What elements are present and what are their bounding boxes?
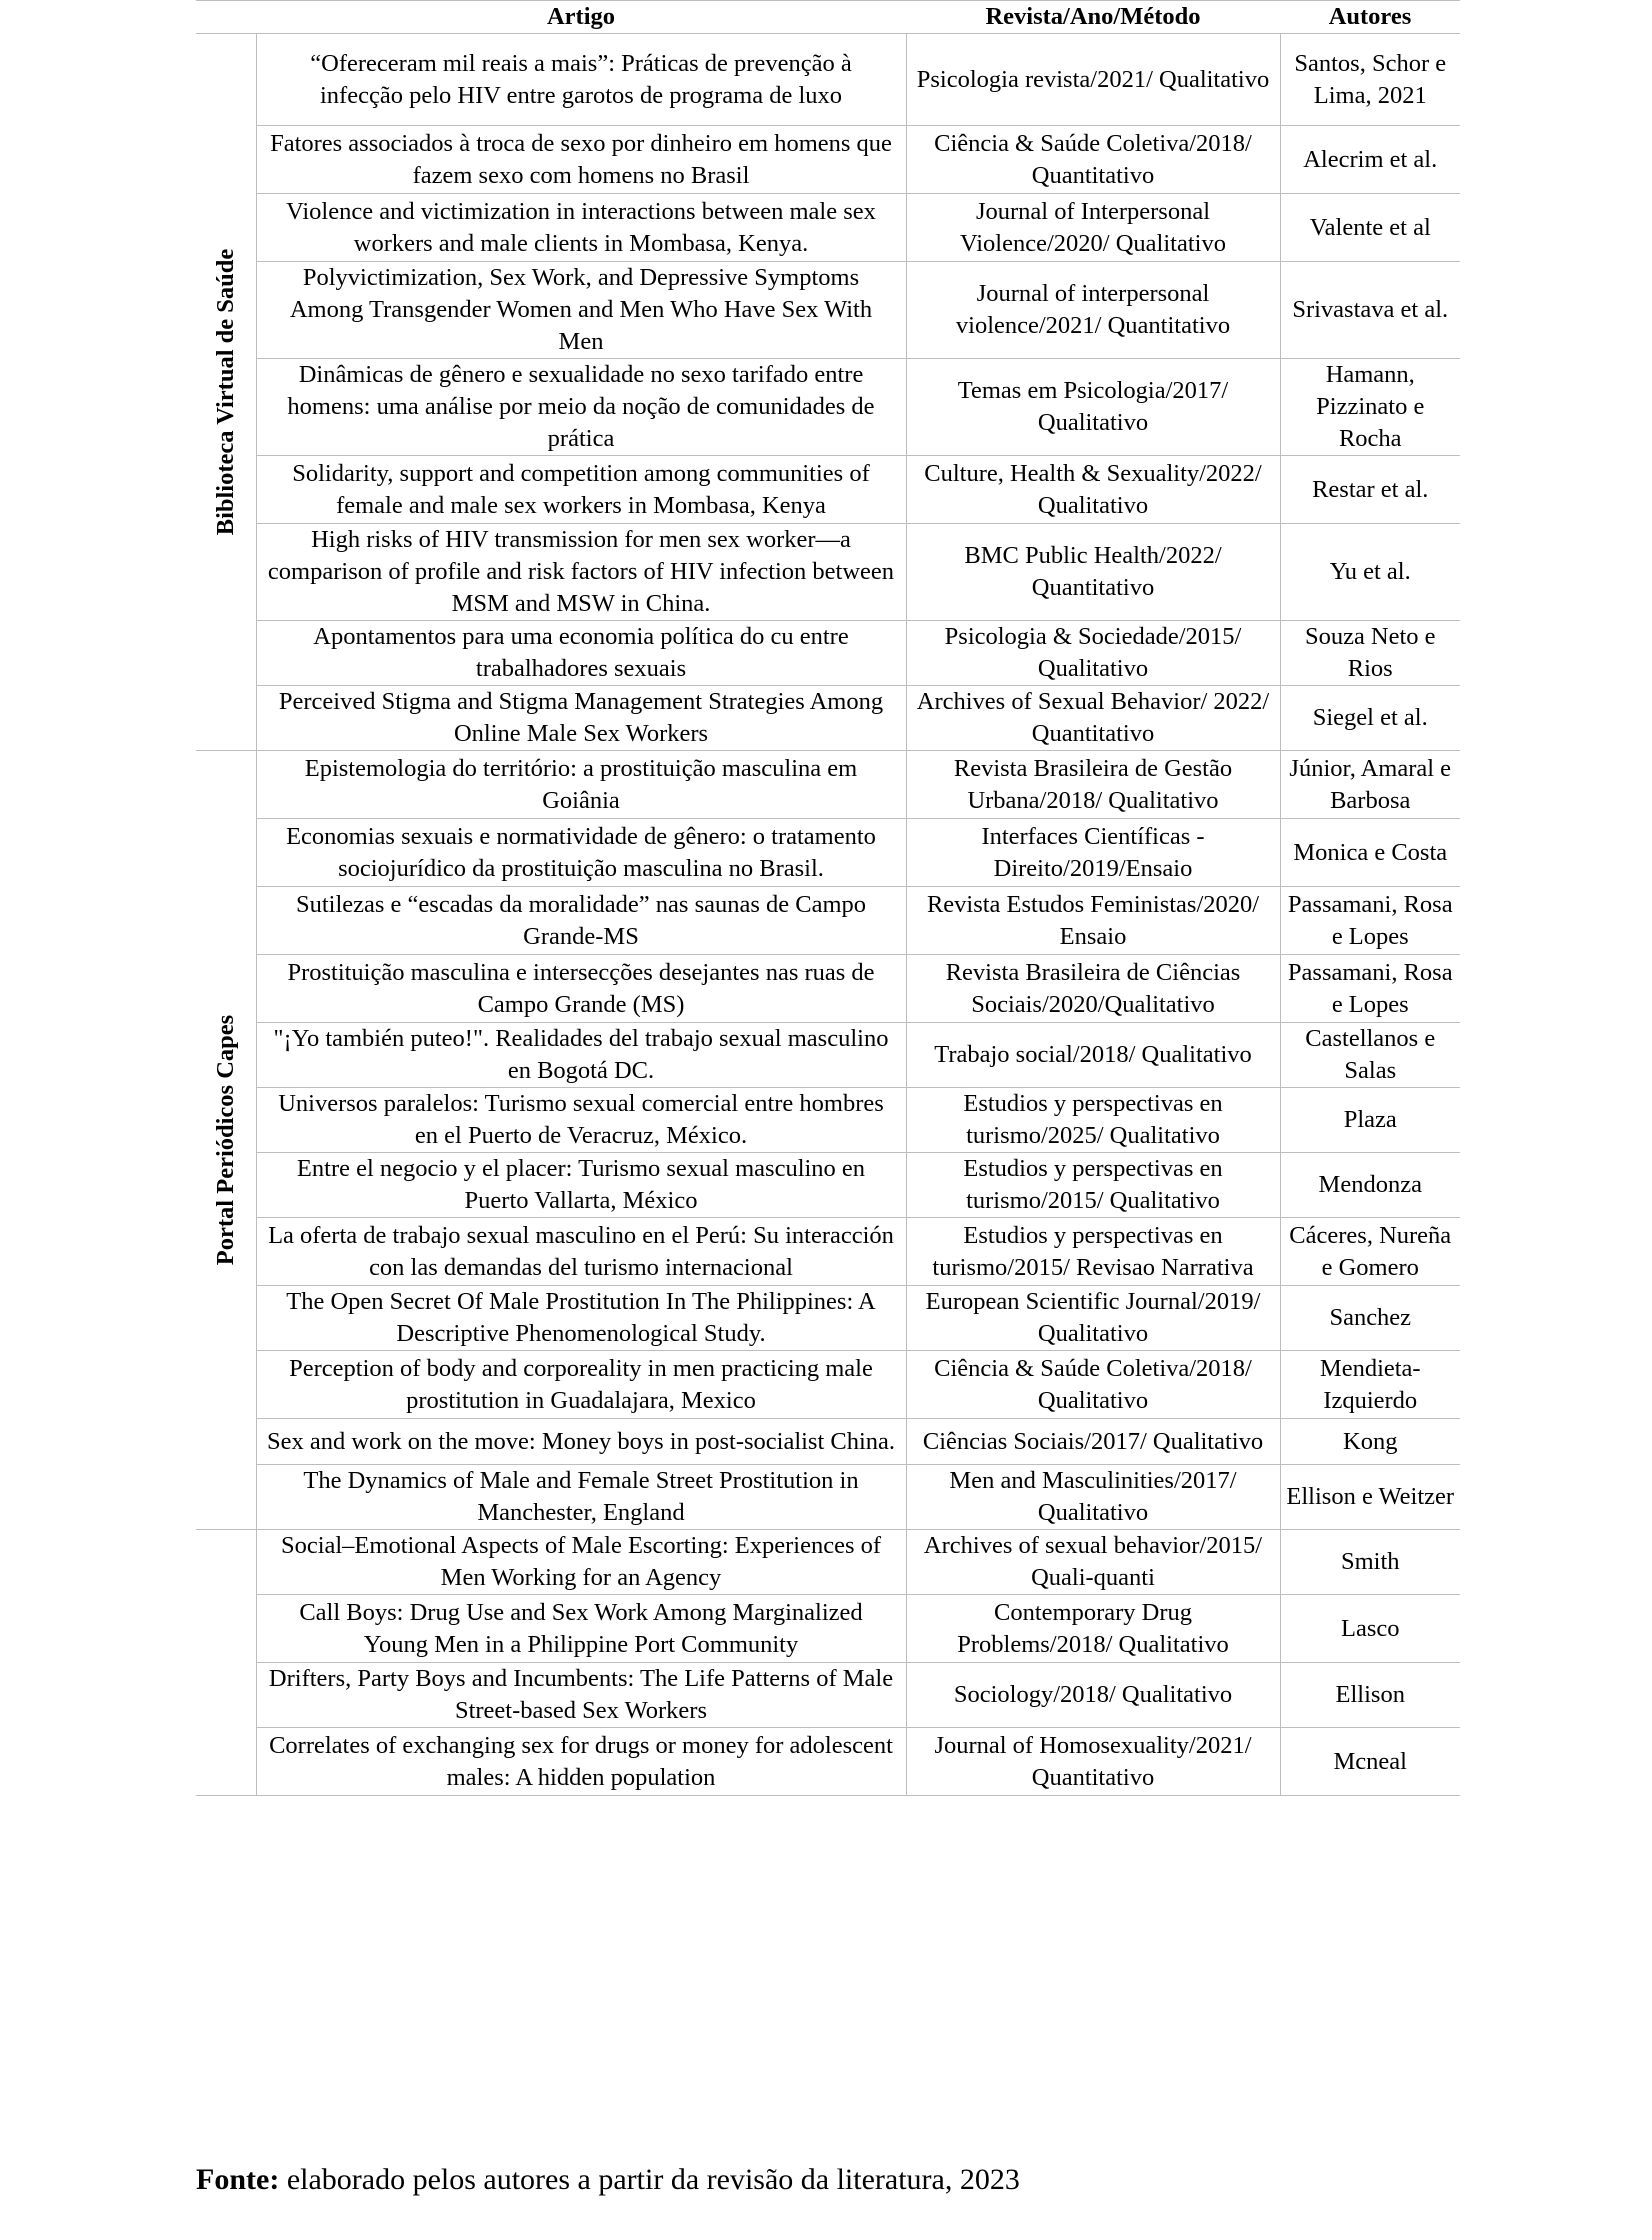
source-label: Fonte: [196, 2163, 280, 2196]
cell-autores: Lasco [1280, 1595, 1460, 1663]
cell-artigo: Entre el negocio y el placer: Turismo sexual masculino en Puerto Vallarta, México [256, 1153, 906, 1218]
table-row [196, 1530, 1460, 1595]
table-row [196, 887, 1460, 955]
cell-revista: Trabajo social/2018/ Qualitativo [906, 1023, 1280, 1088]
cell-artigo: Polyvictimization, Sex Work, and Depressive Symptoms Among Transgender Women and Men Who Have Sex With Men [256, 262, 906, 359]
header-autores: Autores [1280, 1, 1460, 34]
cell-autores: Sanchez [1280, 1286, 1460, 1351]
literature-review-table [196, 0, 1460, 1796]
header-revista: Revista/Ano/Método [906, 1, 1280, 34]
cell-revista: Ciências Sociais/2017/ Qualitativo [906, 1419, 1280, 1465]
cell-autores: Smith [1280, 1530, 1460, 1595]
cell-artigo: Perceived Stigma and Stigma Management Strategies Among Online Male Sex Workers [256, 686, 906, 751]
cell-artigo: Sutilezas e “escadas da moralidade” nas saunas de Campo Grande-MS [256, 887, 906, 955]
cell-autores: Restar et al. [1280, 456, 1460, 524]
cell-revista: Journal of Interpersonal Violence/2020/ Qualitativo [906, 194, 1280, 262]
cell-artigo: Solidarity, support and competition among communities of female and male sex workers in Mombasa, Kenya [256, 456, 906, 524]
cell-autores: Mcneal [1280, 1728, 1460, 1796]
cell-artigo: Dinâmicas de gênero e sexualidade no sexo tarifado entre homens: uma análise por meio da noção de comunidades de prática [256, 359, 906, 456]
table-row [196, 751, 1460, 819]
table-row [196, 34, 1460, 126]
cell-artigo: Prostituição masculina e intersecções desejantes nas ruas de Campo Grande (MS) [256, 955, 906, 1023]
cell-artigo: Perception of body and corporeality in men practicing male prostitution in Guadalajara, Mexico [256, 1351, 906, 1419]
cell-artigo: Correlates of exchanging sex for drugs or money for adolescent males: A hidden population [256, 1728, 906, 1796]
group-header-cell [196, 1, 256, 34]
cell-revista: Contemporary Drug Problems/2018/ Qualitativo [906, 1595, 1280, 1663]
cell-autores: Mendonza [1280, 1153, 1460, 1218]
cell-revista: Journal of interpersonal violence/2021/ Quantitativo [906, 262, 1280, 359]
table-row [196, 1728, 1460, 1796]
cell-revista: Psicologia revista/2021/ Qualitativo [906, 34, 1280, 126]
literature-review-document [196, 0, 1460, 1796]
table-header-row [196, 1, 1460, 34]
cell-artigo: Sex and work on the move: Money boys in post-socialist China. [256, 1419, 906, 1465]
table-row [196, 1153, 1460, 1218]
cell-artigo: The Dynamics of Male and Female Street Prostitution in Manchester, England [256, 1465, 906, 1530]
cell-revista: Archives of Sexual Behavior/ 2022/ Quantitativo [906, 686, 1280, 751]
cell-artigo: Drifters, Party Boys and Incumbents: The Life Patterns of Male Street-based Sex Workers [256, 1663, 906, 1728]
cell-autores: Santos, Schor e Lima, 2021 [1280, 34, 1460, 126]
cell-revista: Revista Estudos Feministas/2020/ Ensaio [906, 887, 1280, 955]
cell-revista: BMC Public Health/2022/ Quantitativo [906, 524, 1280, 621]
cell-artigo: High risks of HIV transmission for men sex worker—a comparison of profile and risk factors of HIV infection between MSM and MSW in China. [256, 524, 906, 621]
cell-revista: Revista Brasileira de Gestão Urbana/2018/ Qualitativo [906, 751, 1280, 819]
table-row [196, 1419, 1460, 1465]
cell-autores: Passamani, Rosa e Lopes [1280, 887, 1460, 955]
table-row [196, 1023, 1460, 1088]
cell-artigo: La oferta de trabajo sexual masculino en el Perú: Su interacción con las demandas del turismo internacional [256, 1218, 906, 1286]
cell-artigo: Epistemologia do território: a prostituição masculina em Goiânia [256, 751, 906, 819]
cell-autores: Ellison [1280, 1663, 1460, 1728]
table-row [196, 686, 1460, 751]
table-row [196, 621, 1460, 686]
cell-artigo: The Open Secret Of Male Prostitution In The Philippines: A Descriptive Phenomenological Study. [256, 1286, 906, 1351]
cell-autores: Alecrim et al. [1280, 126, 1460, 194]
table-row [196, 955, 1460, 1023]
cell-artigo: Social–Emotional Aspects of Male Escorting: Experiences of Men Working for an Agency [256, 1530, 906, 1595]
group-cell [196, 1530, 256, 1796]
table-row [196, 262, 1460, 359]
cell-autores: Kong [1280, 1419, 1460, 1465]
group-label: Portal Periódicos Capes [211, 1014, 239, 1266]
table-row [196, 1286, 1460, 1351]
table-row [196, 1465, 1460, 1530]
table-row [196, 1595, 1460, 1663]
cell-revista: Journal of Homosexuality/2021/ Quantitativo [906, 1728, 1280, 1796]
cell-autores: Castellanos e Salas [1280, 1023, 1460, 1088]
cell-autores: Yu et al. [1280, 524, 1460, 621]
cell-autores: Plaza [1280, 1088, 1460, 1153]
cell-autores: Passamani, Rosa e Lopes [1280, 955, 1460, 1023]
table-row [196, 126, 1460, 194]
cell-artigo: Economias sexuais e normatividade de gênero: o tratamento sociojurídico da prostituição masculina no Brasil. [256, 819, 906, 887]
header-artigo: Artigo [256, 1, 906, 34]
table-row [196, 359, 1460, 456]
source-note [196, 2162, 1020, 2198]
cell-revista: Psicologia & Sociedade/2015/ Qualitativo [906, 621, 1280, 686]
cell-autores: Mendieta-Izquierdo [1280, 1351, 1460, 1419]
cell-artigo: "¡Yo también puteo!". Realidades del trabajo sexual masculino en Bogotá DC. [256, 1023, 906, 1088]
cell-autores: Siegel et al. [1280, 686, 1460, 751]
group-label: Biblioteca Virtual de Saúde [211, 248, 239, 536]
cell-autores: Monica e Costa [1280, 819, 1460, 887]
cell-autores: Ellison e Weitzer [1280, 1465, 1460, 1530]
cell-artigo: Call Boys: Drug Use and Sex Work Among Marginalized Young Men in a Philippine Port Community [256, 1595, 906, 1663]
cell-revista: Men and Masculinities/2017/ Qualitativo [906, 1465, 1280, 1530]
cell-revista: Temas em Psicologia/2017/ Qualitativo [906, 359, 1280, 456]
cell-autores: Hamann, Pizzinato e Rocha [1280, 359, 1460, 456]
cell-revista: Revista Brasileira de Ciências Sociais/2020/Qualitativo [906, 955, 1280, 1023]
table-row [196, 456, 1460, 524]
cell-autores: Cáceres, Nureña e Gomero [1280, 1218, 1460, 1286]
cell-artigo: Fatores associados à troca de sexo por dinheiro em homens que fazem sexo com homens no Brasil [256, 126, 906, 194]
cell-autores: Júnior, Amaral e Barbosa [1280, 751, 1460, 819]
cell-revista: Sociology/2018/ Qualitativo [906, 1663, 1280, 1728]
table-row [196, 1663, 1460, 1728]
group-cell [196, 34, 256, 751]
cell-artigo: Apontamentos para uma economia política do cu entre trabalhadores sexuais [256, 621, 906, 686]
cell-revista: Ciência & Saúde Coletiva/2018/ Qualitativo [906, 1351, 1280, 1419]
table-row [196, 819, 1460, 887]
table-row [196, 1088, 1460, 1153]
cell-autores: Souza Neto e Rios [1280, 621, 1460, 686]
source-text: elaborado pelos autores a partir da revisão da literatura, 2023 [279, 2163, 1020, 2196]
cell-revista: Interfaces Científicas - Direito/2019/Ensaio [906, 819, 1280, 887]
table-row [196, 1351, 1460, 1419]
cell-artigo: Universos paralelos: Turismo sexual comercial entre hombres en el Puerto de Veracruz, México. [256, 1088, 906, 1153]
group-cell [196, 751, 256, 1530]
cell-autores: Srivastava et al. [1280, 262, 1460, 359]
cell-artigo: “Ofereceram mil reais a mais”: Práticas de prevenção à infecção pelo HIV entre garotos de programa de luxo [256, 34, 906, 126]
cell-revista: Estudios y perspectivas en turismo/2015/ Qualitativo [906, 1153, 1280, 1218]
cell-revista: Ciência & Saúde Coletiva/2018/ Quantitativo [906, 126, 1280, 194]
table-row [196, 1218, 1460, 1286]
cell-revista: Estudios y perspectivas en turismo/2025/ Qualitativo [906, 1088, 1280, 1153]
cell-revista: Estudios y perspectivas en turismo/2015/ Revisao Narrativa [906, 1218, 1280, 1286]
cell-artigo: Violence and victimization in interactions between male sex workers and male clients in Mombasa, Kenya. [256, 194, 906, 262]
table-body [196, 34, 1460, 1796]
cell-revista: Archives of sexual behavior/2015/ Quali-quanti [906, 1530, 1280, 1595]
cell-revista: European Scientific Journal/2019/ Qualitativo [906, 1286, 1280, 1351]
cell-revista: Culture, Health & Sexuality/2022/ Qualitativo [906, 456, 1280, 524]
table-row [196, 524, 1460, 621]
table-row [196, 194, 1460, 262]
cell-autores: Valente et al [1280, 194, 1460, 262]
